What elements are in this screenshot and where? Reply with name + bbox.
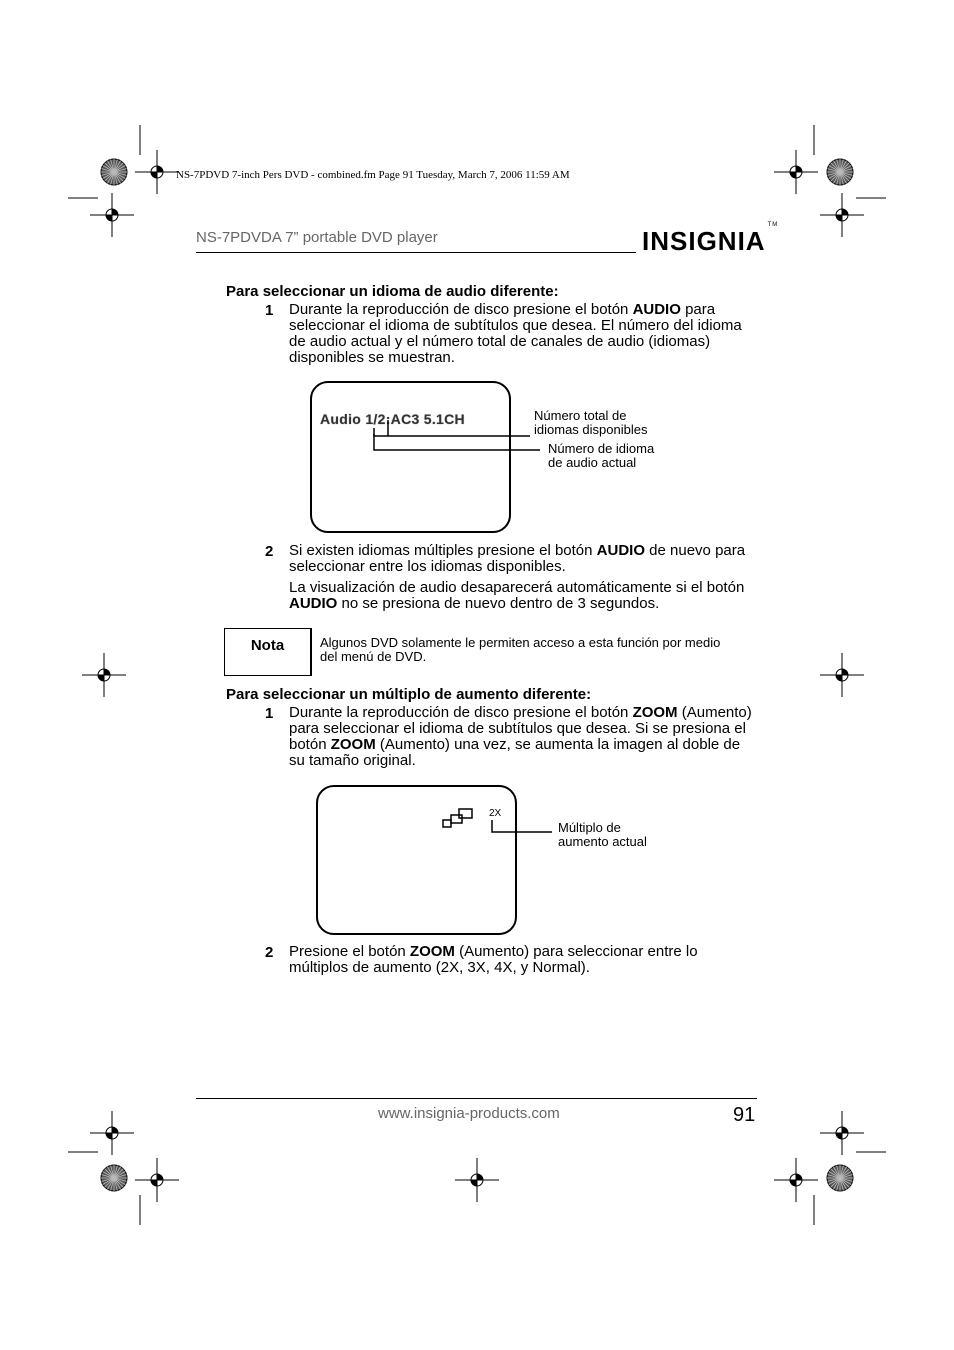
crosshair-mark (820, 193, 864, 237)
text-run: de nuevo para seleccionar entre los idiomas disponibles. (289, 542, 746, 575)
zoom-level-label: 2X (489, 808, 502, 819)
step-text (289, 302, 759, 366)
callout-line: idiomas disponibles (534, 422, 648, 437)
footer-url: www.insignia-products.com (378, 1105, 560, 1122)
note-label: Nota (224, 628, 311, 676)
button-name: AUDIO (632, 301, 681, 318)
step-text (289, 543, 759, 575)
page-number: 91 (733, 1104, 756, 1126)
step-number: 1 (265, 302, 274, 319)
crosshair-mark (90, 1111, 134, 1155)
section-heading-zoom: Para seleccionar un múltiplo de aumento diferente: (226, 686, 592, 703)
text-run: Si existen idiomas múltiples presione el botón (289, 542, 597, 559)
button-name: ZOOM (409, 943, 455, 960)
logo-tm: TM (767, 222, 779, 229)
note-divider (311, 628, 312, 676)
section-heading-audio: Para seleccionar un idioma de audio diferente: (226, 283, 559, 300)
header-title: NS-7PDVDA 7” portable DVD player (196, 229, 438, 246)
button-name: ZOOM (632, 704, 678, 721)
crosshair-mark (90, 193, 134, 237)
text-run: Durante la reproducción de disco presione el botón (289, 704, 633, 721)
zoom-callout-line (488, 818, 558, 838)
crosshair-mark (774, 150, 818, 194)
color-bar-mark (101, 1165, 127, 1191)
crosshair-mark (82, 653, 126, 697)
text-run: Durante la reproducción de disco presione el botón (289, 301, 633, 318)
note-text: Algunos DVD solamente le permiten acceso a esta función por medio del menú de DVD. (320, 635, 721, 664)
step-text (289, 705, 759, 769)
footer-rule (196, 1098, 757, 1099)
text-run: (Aumento) para seleccionar el idioma de subtítulos que desea. Si se presiona el botón (289, 704, 752, 753)
button-name: ZOOM (330, 736, 376, 753)
text-run: no se presiona de nuevo dentro de 3 segundos. (337, 595, 660, 612)
audio-osd-text: Audio 1/2:AC3 5.1CH (320, 411, 465, 427)
callout-line: Número de idioma (548, 441, 655, 456)
zoom-screen-figure (316, 785, 517, 935)
zoom-icon (442, 808, 474, 830)
step-number: 2 (265, 543, 274, 560)
callout-line: Múltiplo de (558, 820, 621, 835)
callout-total-languages (534, 409, 647, 437)
step-number: 1 (265, 705, 274, 722)
callout-line: aumento actual (558, 834, 647, 849)
step-extra-text (289, 580, 749, 612)
color-bar-mark (827, 159, 853, 185)
insignia-logo (642, 222, 779, 257)
crosshair-mark (135, 1158, 179, 1202)
callout-current-language (548, 442, 654, 470)
logo-text: INSIGNIA (642, 226, 766, 256)
callout-line: de audio actual (548, 455, 637, 470)
header-rule (196, 252, 636, 253)
file-slug: NS-7PDVD 7-inch Pers DVD - combined.fm Page 91 Tuesday, March 7, 2006 11:59 AM (176, 169, 570, 181)
crosshair-mark (135, 150, 179, 194)
crosshair-mark (774, 1158, 818, 1202)
callout-line: Número total de (534, 408, 627, 423)
text-run: La visualización de audio desaparecerá automáticamente si el botón (289, 579, 745, 596)
crosshair-mark (455, 1158, 499, 1202)
text-run: (Aumento) una vez, se aumenta la imagen al doble de su tamaño original. (289, 736, 741, 769)
callout-lines (360, 420, 550, 460)
step-text (289, 944, 749, 976)
text-run: (Aumento) para seleccionar entre lo múltiplos de aumento (2X, 3X, 4X, y Normal). (289, 943, 698, 976)
crosshair-mark (820, 1111, 864, 1155)
callout-zoom-multiple (558, 821, 647, 849)
color-bar-mark (827, 1165, 853, 1191)
button-name: AUDIO (596, 542, 646, 559)
text-run: Presione el botón (289, 943, 410, 960)
button-name: AUDIO (289, 595, 338, 612)
color-bar-mark (101, 159, 127, 185)
crosshair-mark (820, 653, 864, 697)
text-run: para seleccionar el idioma de subtítulos que desea. El número del idioma de audio actual y el número total de canales de audio (idiomas) disponibles se muestran. (289, 301, 742, 366)
step-number: 2 (265, 944, 274, 961)
